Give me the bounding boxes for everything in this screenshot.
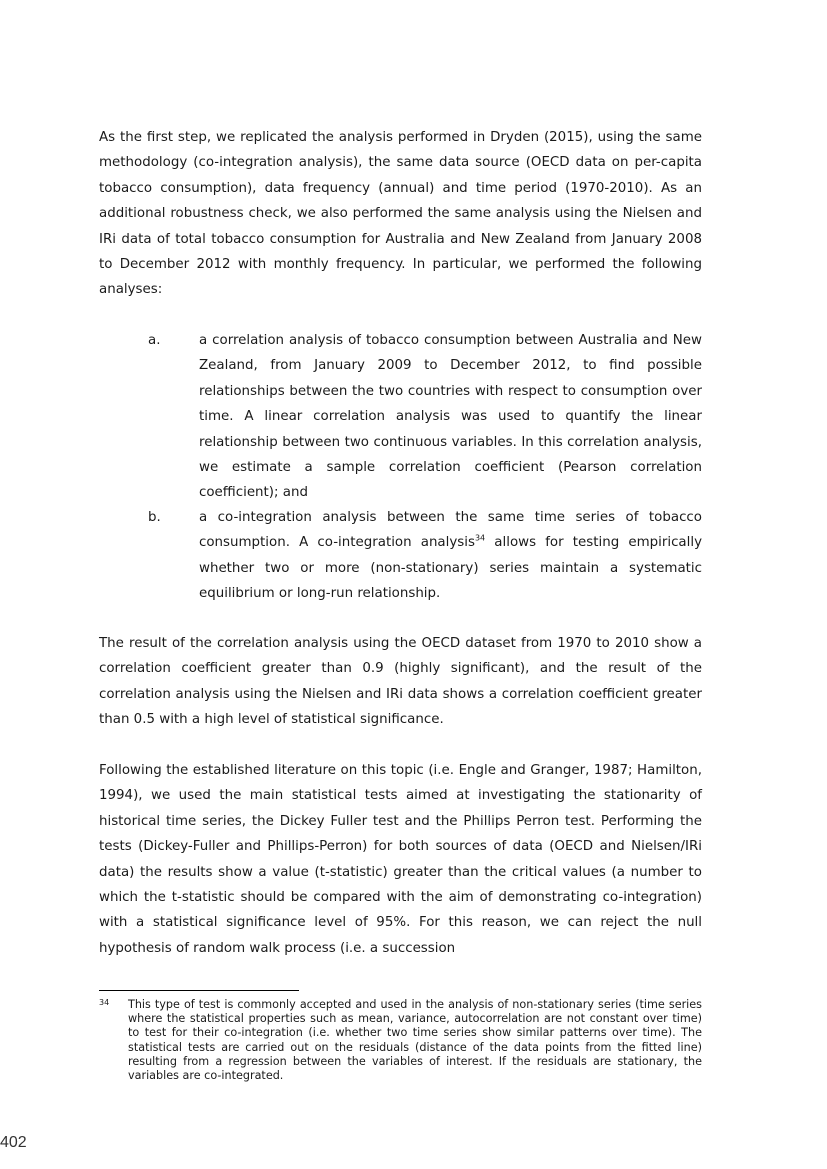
page-number: 402 (0, 1134, 27, 1151)
paragraph-stationarity-tests: Following the established literature on this topic (i.e. Engle and Granger, 1987; Hamilton, 1994), we used the main statistical tests aimed at investigating the stationarity of historical time series, the Dickey Fuller test and the Phillips Perron test. Performing the tests (Dickey-Fuller and Phillips-Perron) for both sources of data (OECD and Nielsen/IRi data) the results show a value (t-statistic) greater than the critical values (a number to which the t-statistic should be compared with the aim of demonstrating co-integration) with a statistical significance level of 95%. For this reason, we can reject the null hypothesis of random walk process (i.e. a succession (99, 763, 702, 956)
list-text-a: a correlation analysis of tobacco consumption between Australia and New Zealand, from January 2009 to December 2012, to find possible relationships between the two countries with respect to consumption over time. A linear correlation analysis was used to quantify the linear relationship between two continuous variables. In this correlation analysis, we estimate a sample correlation coefficient (Pearson correlation coefficient); and (199, 333, 702, 501)
footnote-number: 34 (99, 998, 110, 1007)
list-text-b-after: allows for testing empirically whether two or more (non-stationary) series maintain a systematic equilibrium or long-run relationship. (199, 535, 702, 602)
paragraph-methodology: As the first step, we replicated the analysis performed in Dryden (2015), using the same methodology (co-integration analysis), the same data source (OECD data on per-capita tobacco consumption), data frequency (annual) and time period (1970-2010). As an additional robustness check, we also performed the same analysis using the Nielsen and IRi data of total tobacco consumption for Australia and New Zealand from January 2008 to December 2012 with monthly frequency. In particular, we performed the following analyses: (99, 130, 702, 298)
list-item-b (148, 505, 702, 607)
list-marker-b: b. (148, 510, 161, 525)
footnote-divider (99, 990, 299, 991)
list-text-b-before: a co-integration analysis between the same time series of tobacco consumption. A co-integration analysis (199, 510, 702, 551)
list-marker-a: a. (148, 333, 161, 348)
paragraph-correlation-result: The result of the correlation analysis using the OECD dataset from 1970 to 2010 show a correlation coefficient greater than 0.9 (highly significant), and the result of the correlation analysis using the Nielsen and IRi data shows a correlation coefficient greater than 0.5 with a high level of statistical significance. (99, 636, 702, 728)
footnote-reference[interactable]: 34 (474, 533, 486, 543)
footnote-text: This type of test is commonly accepted and used in the analysis of non-stationary series (time series where the statistical properties such as mean, variance, autocorrelation are not constant over time) to test for their co-integration (i.e. whether two time series show similar patterns over time). The statistical tests are carried out on the residuals (distance of the data points from the fitted line) resulting from a regression between the variables of interest. If the residuals are stationary, the variables are co-integrated. (128, 998, 702, 1083)
list-text-b (199, 505, 702, 607)
list-item-a (148, 328, 702, 506)
footnote (99, 998, 702, 1083)
